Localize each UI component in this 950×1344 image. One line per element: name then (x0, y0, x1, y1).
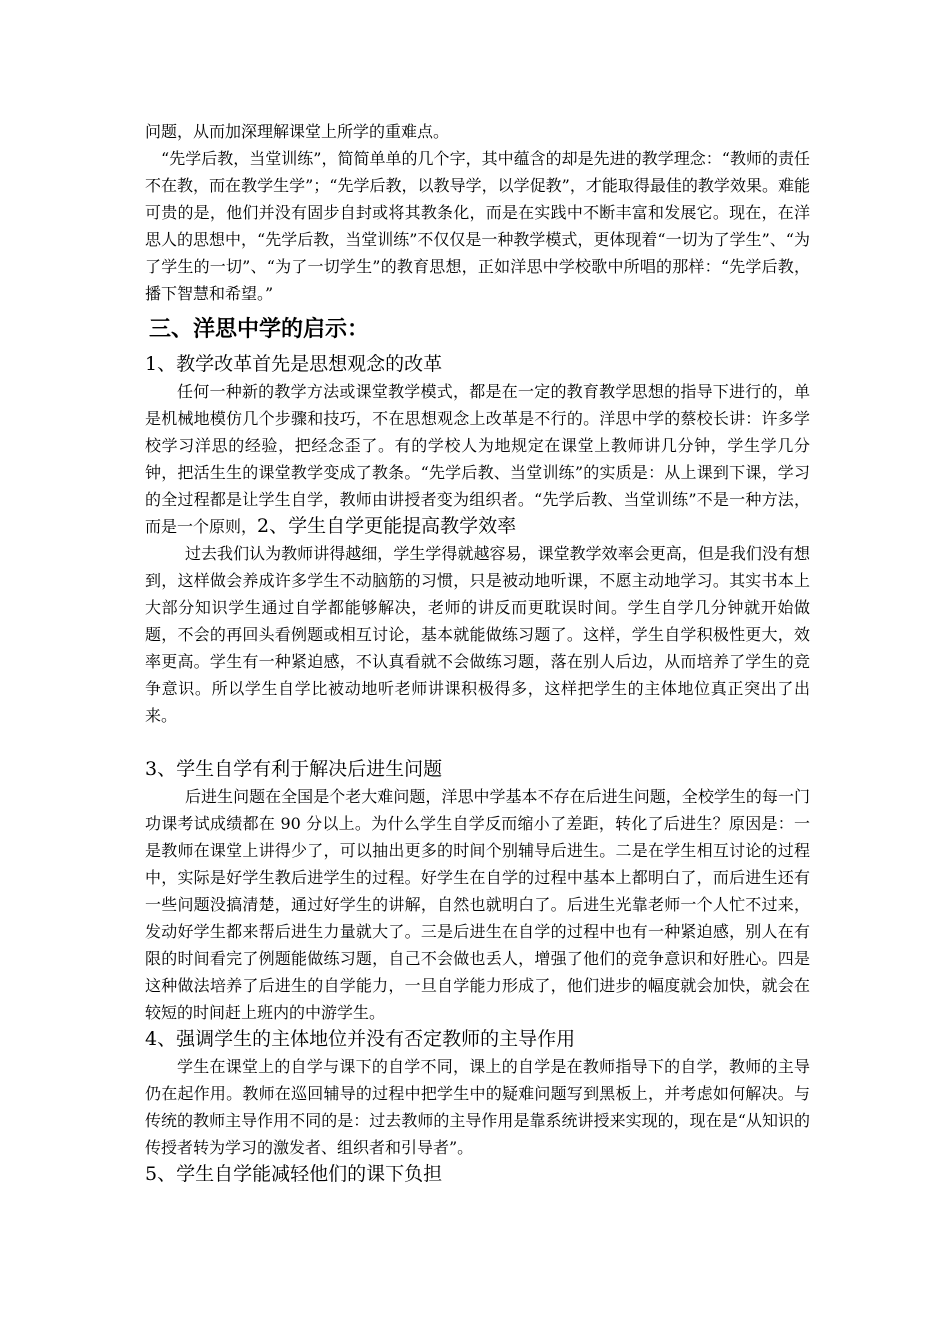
subsection-1-text: 任何一种新的教学方法或课堂教学模式，都是在一定的教育教学思想的指导下进行的，单是机械地模仿几个步骤和技巧，不在思想观念上改革是不行的。洋思中学的蔡校长讲：许多学校学习洋思的经验，把经念歪了。有的学校人为地规定在课堂上教师讲几分钟，学生学几分钟，把活生生的课堂教学变成了教条。“先学后教、当堂训练”的实质是：从上课到下课，学习的全过程都是让学生自学，教师由讲授者变为组织者。“先学后教、当堂训练”不是一种方法，而是一个原则， (145, 382, 810, 536)
blank-line (145, 729, 810, 756)
subsection-4-title: 4、强调学生的主体地位并没有否定教师的主导作用 (145, 1028, 576, 1050)
subsection-1-title: 1、教学改革首先是思想观念的改革 (145, 353, 443, 375)
paragraph-concept: “先学后教，当堂训练”，简简单单的几个字，其中蕴含的却是先进的教学理念：“教师的责任不在教，而在教学生学”；“先学后教，以教导学，以学促教”，才能取得最佳的教学效果。难能可贵的是，他们并没有固步自封或将其教条化，而是在实践中不断丰富和发展它。现在，在洋思人的思想中，“先学后教，当堂训练”不仅仅是一种教学模式，更体现着“一切为了学生”、“为了学生的一切”、“为了一切学生”的教育思想，正如洋思中学校歌中所唱的那样：“先学后教，播下智慧和希望。” (145, 149, 810, 303)
subsection-2-title: 2、学生自学更能提高教学效率 (257, 515, 517, 537)
subsection-3-body: 后进生问题在全国是个老大难问题，洋思中学基本不存在后进生问题，全校学生的每一门功课考试成绩都在 90 分以上。为什么学生自学反而缩小了差距，转化了后进生？原因是：一是教师在课堂上讲得少了，可以抽出更多的时间个别辅导后进生。二是在学生相互讨论的过程中，实际是好学生教后进学生的过程。好学生在自学的过程中基本上都明白了，而后进生还有一些问题没搞清楚，通过好学生的讲解，自然也就明白了。后进生光靠老师一个人忙不过来，发动好学生都来帮后进生力量就大了。三是后进生在自学的过程中也有一种紧迫感，别人在有限的时间看完了例题能做练习题，自己不会做也丢人，增强了他们的竞争意识和好胜心。四是这种做法培养了后进生的自学能力，一旦自学能力形成了，他们进步的幅度就会加快，就会在较短的时间赶上班内的中游学生。 (145, 787, 810, 1022)
subsection-1-body (145, 378, 810, 540)
subsection-2-body: 过去我们认为教师讲得越细，学生学得就越容易，课堂教学效率会更高，但是我们没有想到，这样做会养成许多学生不动脑筋的习惯，只是被动地听课，不愿主动地学习。其实书本上大部分知识学生通过自学都能够解决，老师的讲反而更耽误时间。学生自学几分钟就开始做题，不会的再回头看例题或相互讨论，基本就能做练习题了。这样，学生自学积极性更大，效率更高。学生有一种紧迫感，不认真看就不会做练习题，落在别人后边，从而培养了学生的竞争意识。所以学生自学比被动地听老师讲课积极得多，这样把学生的主体地位真正突出了出来。 (145, 544, 810, 725)
subsection-4-body: 学生在课堂上的自学与课下的自学不同，课上的自学是在教师指导下的自学，教师的主导仍在起作用。教师在巡回辅导的过程中把学生中的疑难问题写到黑板上，并考虑如何解决。与传统的教师主导作用不同的是：过去教师的主导作用是靠系统讲授来实现的，现在是“从知识的传授者转为学习的激发者、组织者和引导者”。 (145, 1057, 810, 1157)
subsection-3-title: 3、学生自学有利于解决后进生问题 (145, 758, 443, 780)
subsection-5-title: 5、学生自学能减轻他们的课下负担 (145, 1163, 443, 1185)
paragraph-intro: 问题，从而加深理解课堂上所学的重难点。 (145, 122, 450, 141)
document-page (145, 118, 810, 1188)
section-heading-3: 三、洋思中学的启示： (149, 317, 370, 342)
